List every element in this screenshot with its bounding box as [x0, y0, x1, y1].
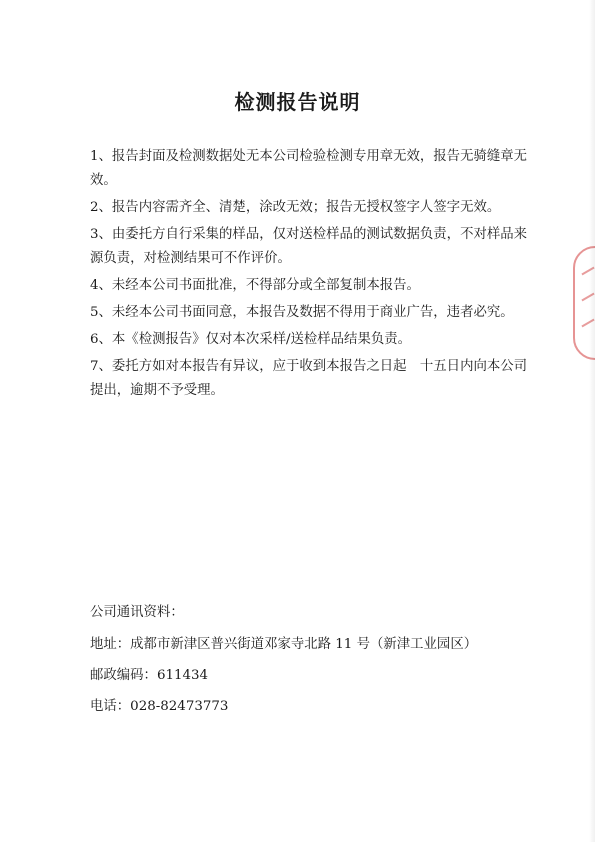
page-edge-shadow: [589, 0, 595, 842]
page-title: 检测报告说明: [234, 90, 361, 114]
note-item-1: 1、报告封面及检测数据处无本公司检验检测专用章无效，报告无骑缝章无效。: [90, 149, 528, 188]
note-item-6: 6、本《检测报告》仅对本次采样/送检样品结果负责。: [90, 332, 412, 347]
contact-phone: 电话：028-82473773: [90, 699, 229, 714]
notes-list: [90, 145, 528, 406]
contact-section: [90, 604, 540, 729]
note-item-5: 5、未经本公司书面同意，本报告及数据不得用于商业广告，违者必究。: [90, 305, 514, 320]
contact-postcode: 邮政编码：611434: [90, 668, 209, 683]
contact-address: 地址：成都市新津区普兴街道邓家寺北路 11 号（新津工业园区）: [90, 637, 478, 652]
note-item-7: 7、委托方如对本报告有异议，应于收到本报告之日起 十五日内向本公司提出，逾期不予受理。: [90, 359, 528, 398]
contact-heading: 公司通讯资料：: [90, 605, 184, 620]
note-item-4: 4、未经本公司书面批准，不得部分或全部复制本报告。: [90, 278, 420, 293]
note-item-2: 2、报告内容需齐全、清楚，涂改无效；报告无授权签字人签字无效。: [90, 200, 501, 215]
note-item-3: 3、由委托方自行采集的样品，仅对送检样品的测试数据负责，不对样品来源负责，对检测结果可不作评价。: [90, 227, 528, 266]
